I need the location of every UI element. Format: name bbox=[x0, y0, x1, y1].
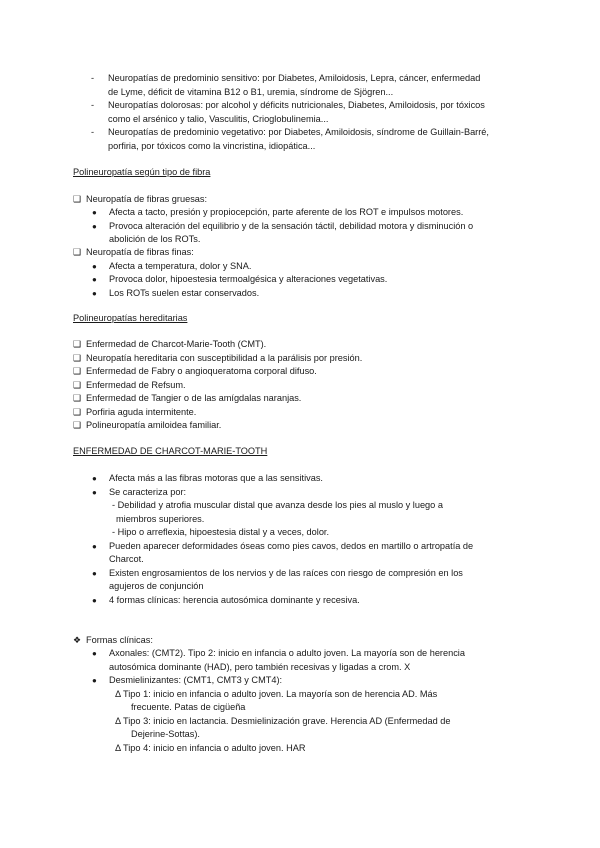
list-text: Neuropatías dolorosas: por alcohol y déficits nutricionales, Diabetes, Amiloidosis, por tóxicos bbox=[108, 100, 485, 110]
bullet-icon: ● bbox=[92, 569, 97, 578]
dash-marker: - bbox=[91, 73, 95, 83]
document-page: - Neuropatías de predominio sensitivo: por Diabetes, Amiloidosis, Lepra, cáncer, enfermedad de Lyme, déficit de vitamina B12 o B1, uremia, síndrome de Sjögren... - Neuropatías dolorosas: por alcohol y déficits nutricionales, Diabetes, Amiloidosis, por tóxicos como el arsénico y talio, Vasculitis, Crioglobulinemia... - Neuropatías de predominio vegetativo: por Diabetes, Amiloidosis, síndrome de Guillain-Barré, porfiria, por tóxicos como la vincristina, idiopática... Polineuropatía según tipo de fibra ❑ Neuropatía de fibras gruesas: ● Afecta a tacto, presión y propiocepción, parte aferente de los ROT e impulsos motores. ● Provoca alteración del equilibrio y de la sensación táctil, debilidad motora y disminución o abolición de los ROTs. ❑ Neuropatía de fibras finas: ● Afecta a temperatura, dolor y SNA. ● Provoca dolor, hipoestesia termoalgésica y alteraciones vegetativas. ● Los ROTs suelen estar conservados. Polineuropatías hereditarias ❑ Enfermedad de Charcot-Marie-Tooth (CMT). ❑ Neuropatía hereditaria con susceptibilidad a la parálisis por presión. ❑ Enfermedad de Fabry o angioqueratoma corporal difuso. ❑ Enfermedad de Refsum. ❑ Enfermedad de Tangier o de las amígdalas naranjas. ❑ Porfiria aguda intermitente. ❑ Polineuropatía amiloidea familiar. ENFERMEDAD DE CHARCOT-MARIE-TOOTH ● Afecta más a las fibras motoras que a las sensitivas. ● Se caracteriza por: - Debilidad y atrofia muscular distal que avanza desde los pies al muslo y luego a miembros superiores. - Hipo o arreflexia, hipoestesia distal y a veces, dolor. ● Pueden aparecer deformidades óseas como pies cavos, dedos en martillo o artropatía de Charcot. ● Existen engrosamientos de los nervios y de las raíces con riesgo de compresión en los agujeros de conjunción ● 4 formas clínicas: herencia autosómica dominante y recesiva. ❖ Formas clínicas: ● Axonales: (CMT2). Tipo 2: inicio en infancia o adulto joven. La mayoría son de herencia autosómica dominante (HAD), pero también recesivas y ligadas a crom. X ● Desmielinizantes: (CMT1, CMT3 y CMT4): Δ Tipo 1: inicio en infancia o adulto joven. La mayoría son de herencia AD. Más frecuente. Patas de cigüeña Δ Tipo 3: inicio en lactancia. Desmielinización grave. Herencia AD (Enfermedad de Dejerine-Sottas). Δ Tipo 4: inicio en infancia o adulto joven. HAR bbox=[0, 0, 600, 848]
square-bullet-icon: ❑ bbox=[73, 247, 82, 257]
bullet-icon: ● bbox=[92, 649, 97, 658]
square-bullet-icon: ❑ bbox=[73, 420, 82, 430]
diamond-bullet-icon: ❖ bbox=[73, 635, 82, 645]
dash-marker: - bbox=[91, 100, 95, 110]
bullet-icon: ● bbox=[92, 676, 97, 685]
triangle-bullet-icon: Δ bbox=[115, 743, 122, 753]
triangle-bullet-icon: Δ bbox=[115, 716, 122, 726]
bullet-icon: ● bbox=[92, 542, 97, 551]
dash-marker: - bbox=[91, 127, 95, 137]
triangle-bullet-icon: Δ bbox=[115, 689, 122, 699]
square-bullet-icon: ❑ bbox=[73, 407, 82, 417]
square-bullet-icon: ❑ bbox=[73, 194, 82, 204]
bullet-icon: ● bbox=[92, 596, 97, 605]
bullet-icon: ● bbox=[92, 289, 97, 298]
bullet-icon: ● bbox=[92, 488, 97, 497]
square-bullet-icon: ❑ bbox=[73, 339, 82, 349]
list-text: Neuropatías de predominio vegetativo: por Diabetes, Amiloidosis, síndrome de Guillain-Barré, bbox=[108, 127, 489, 137]
list-text: de Lyme, déficit de vitamina B12 o B1, uremia, síndrome de Sjögren... bbox=[108, 87, 394, 97]
bullet-icon: ● bbox=[92, 474, 97, 483]
list-text: como el arsénico y talio, Vasculitis, Crioglobulinemia... bbox=[108, 114, 329, 124]
square-bullet-icon: ❑ bbox=[73, 380, 82, 390]
bullet-icon: ● bbox=[92, 208, 97, 217]
list-text: Neuropatías de predominio sensitivo: por Diabetes, Amiloidosis, Lepra, cáncer, enfermedad bbox=[108, 73, 481, 83]
bullet-icon: ● bbox=[92, 275, 97, 284]
bullet-icon: ● bbox=[92, 222, 97, 231]
list-text: porfiria, por tóxicos como la vincristina, idiopática... bbox=[108, 141, 316, 151]
square-bullet-icon: ❑ bbox=[73, 353, 82, 363]
bullet-icon: ● bbox=[92, 262, 97, 271]
square-bullet-icon: ❑ bbox=[73, 366, 82, 376]
square-bullet-icon: ❑ bbox=[73, 393, 82, 403]
